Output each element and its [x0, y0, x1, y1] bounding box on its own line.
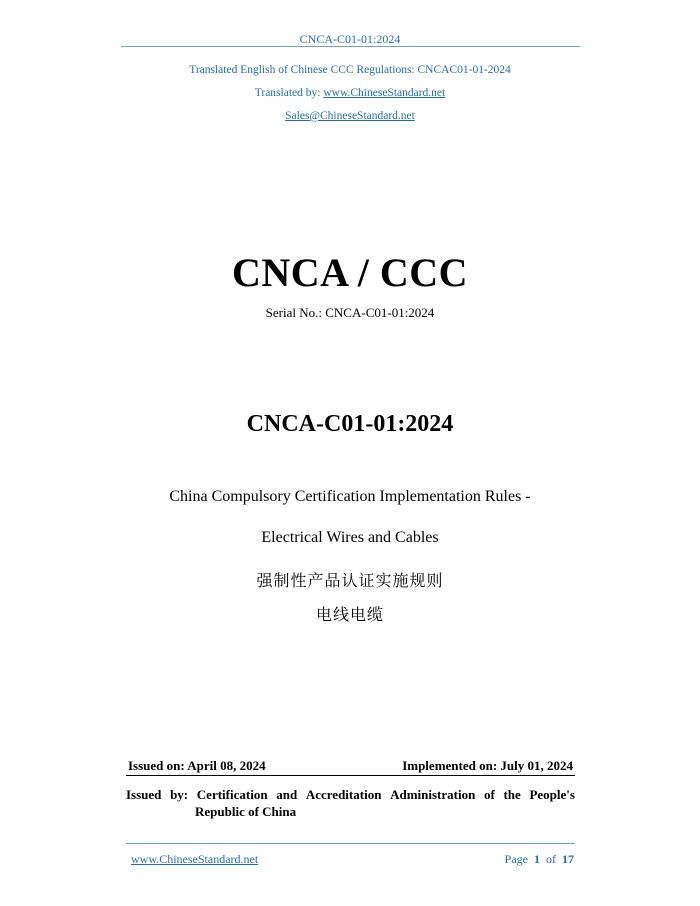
page-of-label: of [546, 852, 556, 866]
main-title: CNCA / CCC [231, 250, 469, 295]
issuer-word: the [503, 787, 521, 802]
issuer-word: Certification [196, 787, 268, 802]
page-indicator [505, 852, 574, 867]
issuer-word: Accreditation [305, 787, 382, 802]
issued-by-line-2: Republic of China [195, 804, 297, 819]
issuer-word: and [276, 787, 298, 802]
sales-email-line [0, 110, 700, 122]
translated-by-label: Translated by: [254, 87, 324, 99]
issuer-word: People's [529, 787, 575, 802]
issuer-word: by: [170, 787, 189, 802]
implemented-on-date: Implemented on: July 01, 2024 [402, 758, 573, 773]
issuer-word: of [483, 787, 495, 802]
issuer-word: Administration [390, 787, 476, 802]
issued-by-block [126, 786, 575, 820]
issued-on-date: Issued on: April 08, 2024 [128, 758, 266, 773]
dates-divider [126, 775, 575, 776]
sales-email-link[interactable]: Sales@ChineseStandard.net [285, 110, 415, 122]
translated-by-line [0, 87, 700, 99]
standard-code-title: CNCA-C01-01:2024 [246, 411, 454, 437]
page-current: 1 [534, 852, 540, 866]
rules-title: China Compulsory Certification Implementation Rules - [169, 488, 531, 505]
translated-by-link[interactable]: www.ChineseStandard.net [323, 87, 446, 99]
page-label: Page [504, 852, 528, 866]
footer-divider [126, 843, 575, 844]
chinese-rules-subject: 电线电缆 [315, 605, 384, 624]
serial-number: Serial No.: CNCA-C01-01:2024 [265, 305, 435, 320]
header-document-code: CNCA-C01-01:2024 [299, 32, 401, 46]
translation-notice: Translated English of Chinese CCC Regulations: CNCAC01-01-2024 [189, 64, 511, 76]
chinese-rules-title: 强制性产品认证实施规则 [256, 571, 444, 590]
issuer-word: Issued [126, 787, 162, 802]
rules-subject: Electrical Wires and Cables [261, 529, 439, 546]
page-total: 17 [562, 852, 574, 866]
footer-site-link[interactable]: www.ChineseStandard.net [131, 852, 259, 866]
header-divider [121, 46, 580, 47]
issued-by-line-1 [126, 786, 575, 803]
